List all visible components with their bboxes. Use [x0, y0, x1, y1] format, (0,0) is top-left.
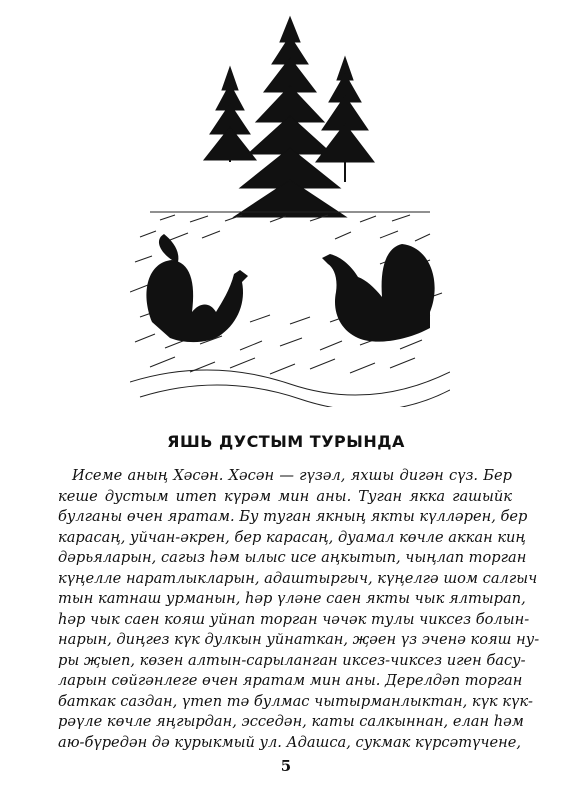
text-line: кеше дустым итеп күрәм мин аны. Туган якка гашыйк — [58, 487, 512, 505]
text-line: ры җыеп, көзен алтын-сарыланган иксез-чиксез иген басу- — [58, 651, 526, 669]
text-line: карасаң, уйчан-әкрен, бер карасаң, дуамал көчле аккан киң — [58, 528, 526, 546]
text-line: күңелле наратлыкларын, адаштыргыч, күңелгә шом салгыч — [58, 569, 538, 587]
text-line: нарын, диңгез күк дулкын уйнаткан, җәен үз эченә кояш ну- — [58, 631, 540, 648]
text-line: Исеме аның Хәсән. Хәсән — гүзәл, яхшы дигән сүз. Бер — [72, 467, 512, 484]
body-paragraph — [58, 466, 540, 753]
text-line: ларын сөйгәнлеге өчен яратам мин аны. Дерелдәп торган — [58, 672, 523, 689]
text-line: дәрьяларын, сагыз һәм ылыс исе аңкытып, чыңлап торган — [58, 549, 527, 566]
text-line: һәр чык саен кояш уйнап торган чәчәк тулы чиксез болын- — [58, 610, 530, 628]
text-line: тын катнаш урманын, һәр үләне саен якты чык ялтырап, — [58, 590, 526, 607]
forest-grouse-illustration — [130, 12, 450, 407]
text-line: рәүле көчле яңгырдан, эсседән, каты салкыннан, елан һәм — [58, 713, 524, 730]
chapter-heading: ЯШЬ ДУСТЫМ ТУРЫНДА — [167, 432, 405, 451]
page-number: 5 — [280, 757, 292, 775]
text-line: булганы өчен яратам. Бу туган якның якты күлләрен, бер — [58, 508, 528, 525]
text-line: баткак саздан, үтеп тә булмас чытырманлыктан, күк күк- — [58, 692, 533, 710]
text-line: аю-бүредән дә курыкмый ул. Адашса, сукмак күрсәтүчене, — [58, 733, 521, 751]
